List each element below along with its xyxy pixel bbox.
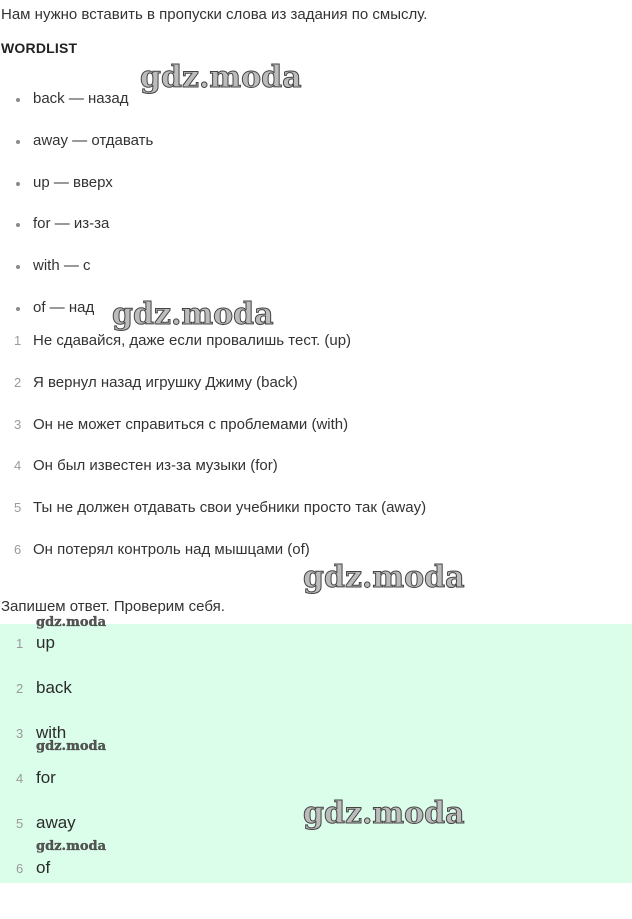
- sentence-text: Он не может справиться с проблемами (with): [33, 416, 349, 433]
- sentence-text: Он был известен из-за музыки (for): [33, 457, 278, 474]
- answer-text: of: [36, 858, 51, 877]
- sentence-text: Ты не должен отдавать свои учебники просто так (away): [33, 499, 427, 516]
- sentence-text: Я вернул назад игрушку Джиму (back): [33, 374, 298, 391]
- wordlist-item-text: away — отдавать: [33, 132, 154, 149]
- answer-number: 6: [16, 861, 24, 876]
- wordlist-item-text: with — с: [33, 257, 91, 274]
- sentence-number: 6: [14, 542, 22, 557]
- bullet-icon: [16, 307, 20, 311]
- wordlist-item-text: back — назад: [33, 90, 129, 107]
- answer-number: 4: [16, 771, 24, 786]
- watermark: gdz.moda: [303, 560, 465, 595]
- sentence-number: 1: [14, 333, 22, 348]
- watermark: gdz.moda: [112, 297, 274, 332]
- bullet-icon: [16, 265, 20, 269]
- watermark: gdz.moda: [140, 60, 302, 95]
- watermark: gdz.moda: [303, 796, 465, 831]
- wordlist-heading: WORDLIST: [1, 40, 78, 56]
- sentence-number: 5: [14, 500, 22, 515]
- watermark: gdz.moda: [36, 739, 107, 754]
- answer-number: 3: [16, 726, 24, 741]
- bullet-icon: [16, 140, 20, 144]
- answer-number: 2: [16, 681, 24, 696]
- answer-number: 1: [16, 636, 24, 651]
- sentence-text: Он потерял контроль над мышцами (of): [33, 541, 310, 558]
- answer-intro-text: Запишем ответ. Проверим себя.: [1, 598, 225, 615]
- watermark: gdz.moda: [36, 839, 107, 854]
- wordlist-item-text: of — над: [33, 299, 95, 316]
- bullet-icon: [16, 223, 20, 227]
- answer-number: 5: [16, 816, 24, 831]
- sentence-text: Не сдавайся, даже если провалишь тест. (up): [33, 332, 352, 349]
- answer-text: back: [36, 678, 72, 697]
- watermark: gdz.moda: [36, 615, 107, 630]
- answer-text: for: [36, 768, 56, 787]
- answer-text: up: [36, 633, 55, 652]
- sentence-number: 3: [14, 417, 22, 432]
- bullet-icon: [16, 98, 20, 102]
- answer-text: with: [36, 723, 67, 742]
- answer-text: away: [36, 813, 76, 832]
- wordlist-item-text: for — из-за: [33, 215, 110, 232]
- bullet-icon: [16, 182, 20, 186]
- sentence-number: 2: [14, 375, 22, 390]
- intro-text: Нам нужно вставить в пропуски слова из задания по смыслу.: [1, 6, 428, 23]
- wordlist-item-text: up — вверх: [33, 174, 113, 191]
- sentence-number: 4: [14, 458, 22, 473]
